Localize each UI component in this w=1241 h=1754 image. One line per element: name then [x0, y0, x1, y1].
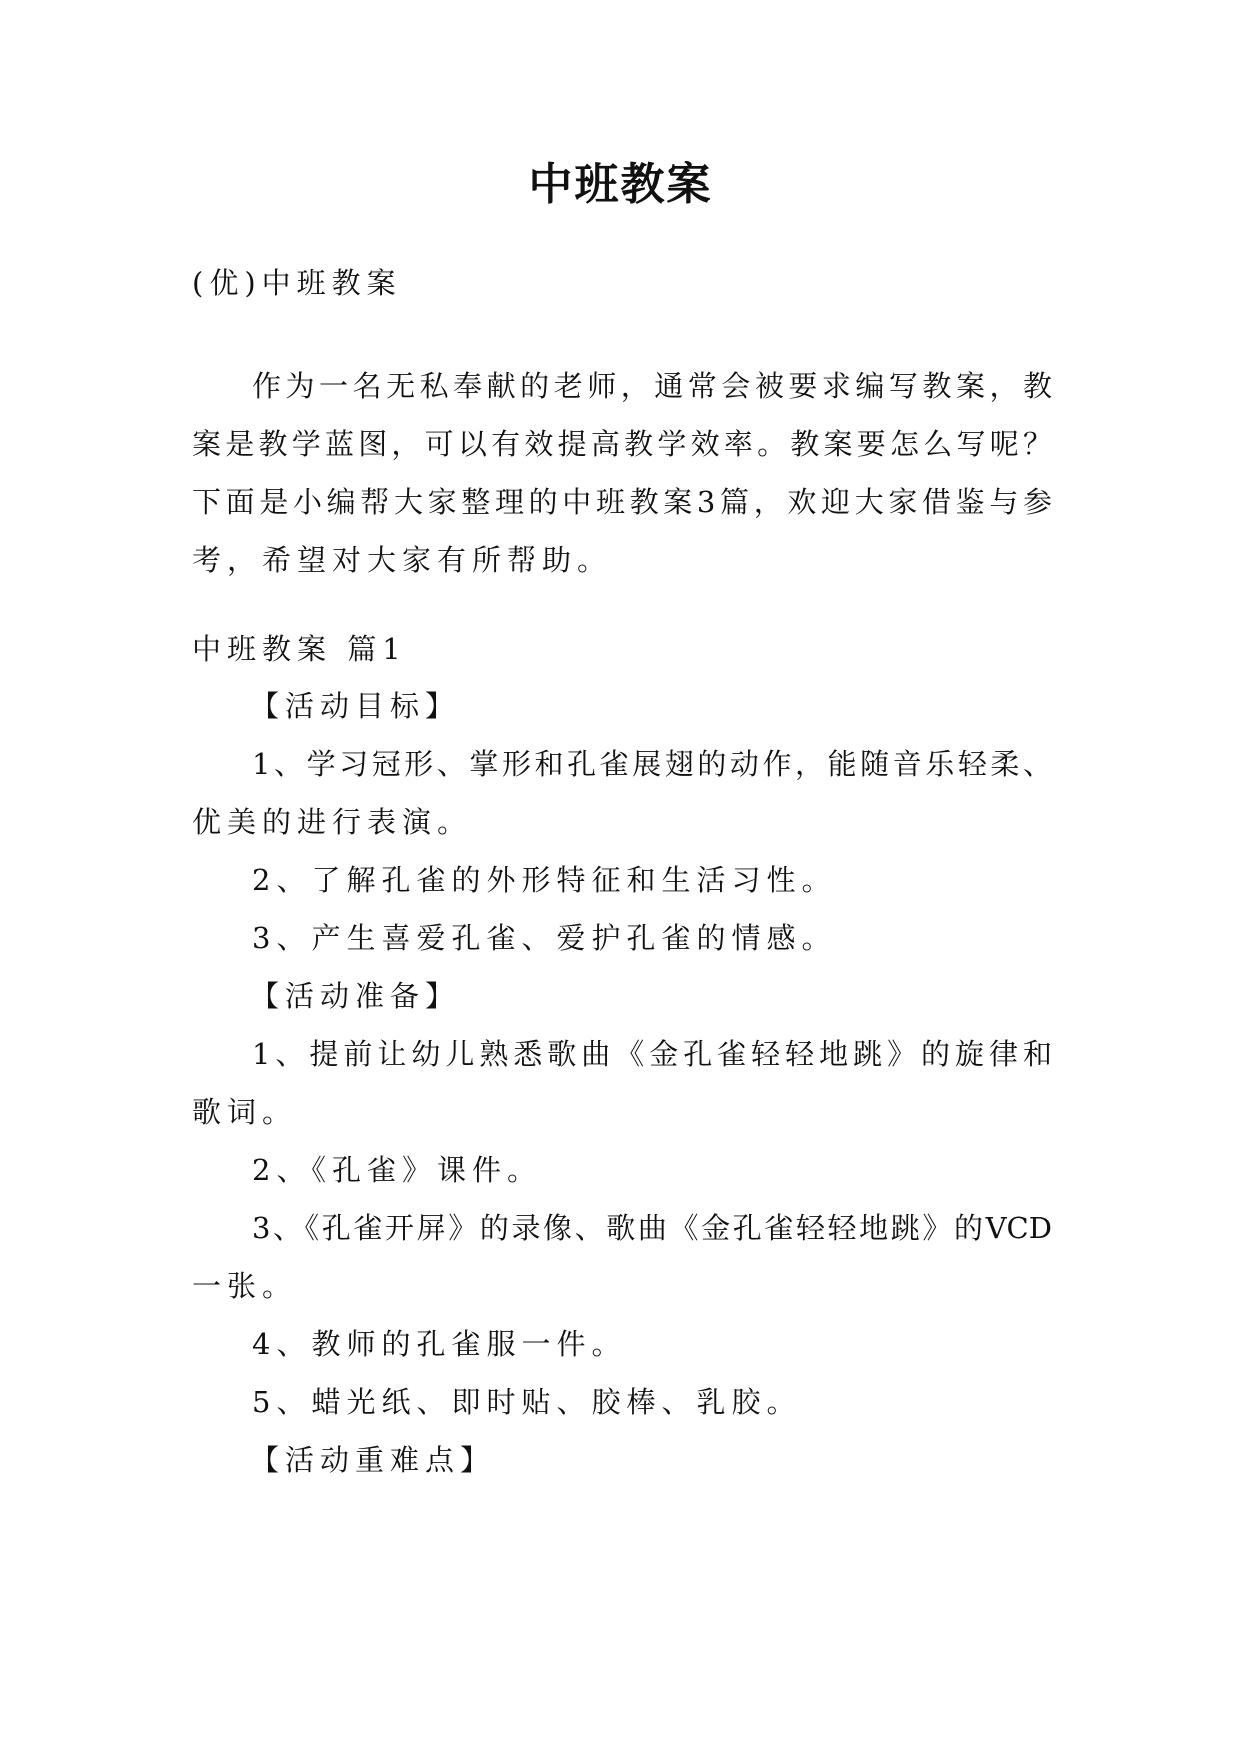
intro-line: 案是教学蓝图，可以有效提高教学效率。教案要怎么写呢？	[192, 427, 1052, 461]
document-subtitle: (优)中班教案	[192, 266, 402, 300]
prep-line: 4、教师的孔雀服一件。	[252, 1327, 627, 1361]
goal-line: 优美的进行表演。	[192, 805, 473, 839]
goals-heading: 【活动目标】	[250, 689, 461, 723]
goal-line: 2、了解孔雀的外形特征和生活习性。	[252, 863, 837, 897]
prep-line: 1、提前让幼儿熟悉歌曲《金孔雀轻轻地跳》的旋律和	[252, 1037, 1052, 1071]
prep-heading: 【活动准备】	[250, 979, 461, 1013]
section-heading: 中班教案 篇1	[192, 632, 407, 666]
prep-line: 一张。	[192, 1269, 298, 1303]
prep-line: 2、《孔雀》课件。	[252, 1153, 542, 1187]
document-title: 中班教案	[528, 159, 713, 210]
key-points-heading: 【活动重难点】	[250, 1443, 496, 1477]
prep-line: 3、《孔雀开屏》的录像、歌曲《金孔雀轻轻地跳》的VCD	[252, 1211, 1052, 1245]
goal-line: 1、学习冠形、掌形和孔雀展翅的动作，能随音乐轻柔、	[252, 747, 1052, 781]
goal-line: 3、产生喜爱孔雀、爱护孔雀的情感。	[252, 921, 837, 955]
prep-line: 5、蜡光纸、即时贴、胶棒、乳胶。	[252, 1385, 802, 1419]
intro-line: 考，希望对大家有所帮助。	[192, 543, 613, 577]
intro-line: 作为一名无私奉献的老师，通常会被要求编写教案，教	[252, 369, 1052, 403]
intro-line: 下面是小编帮大家整理的中班教案3篇，欢迎大家借鉴与参	[192, 485, 1052, 519]
prep-line: 歌词。	[192, 1095, 298, 1129]
